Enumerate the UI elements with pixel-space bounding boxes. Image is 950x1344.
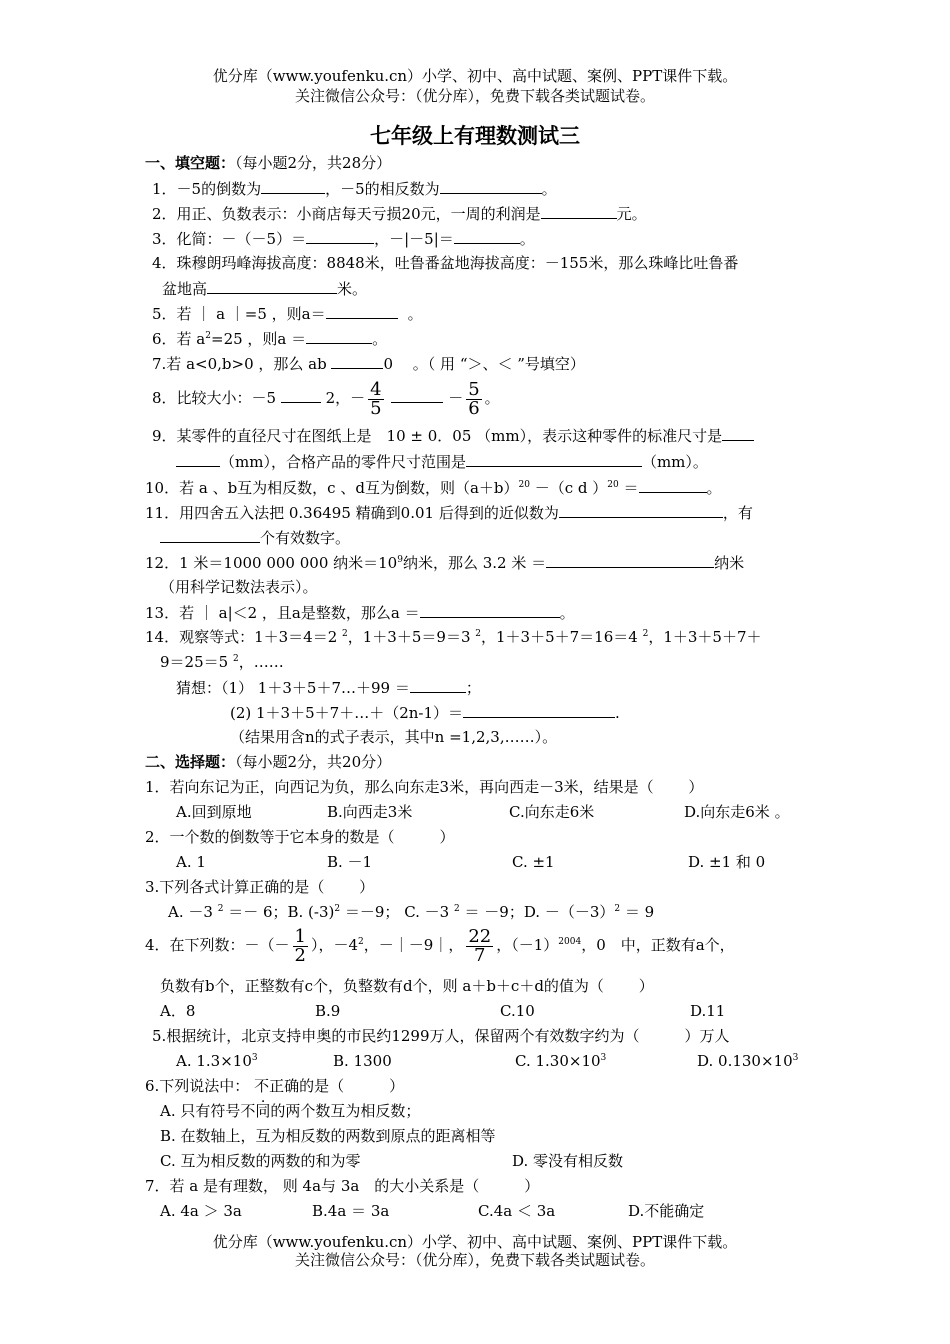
answer-blank: [454, 228, 520, 244]
question-9-cont: [176, 451, 708, 472]
answer-blank: [420, 602, 560, 618]
answer-blank: [546, 552, 714, 568]
fraction: [466, 378, 481, 419]
superscript: 2: [475, 629, 481, 639]
choice-7-option-a: A. 4a ＞ 3a: [160, 1202, 242, 1220]
choice-4-option-b: B.9: [315, 1002, 341, 1020]
q-text: 纳米: [714, 554, 745, 572]
q-text: ，1＋3＋5＋7＋: [648, 628, 762, 646]
answer-blank: [306, 228, 374, 244]
choice-1-option-d: D.向东走6米 。: [684, 803, 790, 821]
q-text: C. 1.30×10: [515, 1052, 601, 1070]
question-14-guess-2: [230, 702, 620, 723]
emphasis-text: 不: [254, 1077, 270, 1095]
superscript: 9: [397, 555, 403, 565]
choice-5-option-d: [697, 1051, 798, 1071]
denominator: 5: [370, 397, 382, 419]
q-text: ＝: [618, 479, 639, 497]
question-4-cont: [162, 278, 367, 299]
q-text: 3．化简：－（－5）＝: [152, 230, 307, 248]
answer-blank: [176, 451, 220, 467]
q-text: 9．某零件的直径尺寸在图纸上是 10 ± 0．05 （mm），表示这种零件的标准尺寸是: [152, 427, 723, 445]
answer-blank: [261, 178, 325, 194]
choice-4: [145, 922, 735, 968]
q-text: 。: [706, 479, 722, 497]
question-14-cont: [160, 652, 284, 672]
choice-7: 7．若 a 是有理数， 则 4a与 3a 的大小关系是（ ）: [145, 1177, 540, 1195]
choice-5-option-a: [176, 1051, 258, 1071]
denominator: 2: [294, 944, 306, 966]
q-text: D. 0.130×10: [697, 1052, 793, 1070]
choice-6-option-a: A. 只有符号不同的两个数互为相反数；: [160, 1102, 421, 1120]
question-4: [152, 253, 738, 273]
fraction: [368, 378, 383, 419]
superscript: 2: [342, 629, 348, 639]
question-2: [152, 203, 647, 224]
q-text: A. －3: [168, 903, 218, 921]
answer-blank: [281, 387, 321, 403]
answer-blank: [559, 502, 723, 518]
question-5: [152, 303, 423, 324]
superscript: 2004: [558, 937, 582, 947]
numerator: 1: [294, 925, 306, 947]
q-text: 纳米，那么 3.2 米 ＝: [402, 554, 547, 572]
answer-blank: [391, 387, 443, 403]
question-3: [152, 228, 535, 249]
q-text: 。: [372, 330, 388, 348]
question-10: [145, 477, 722, 498]
question-8: [152, 376, 500, 420]
superscript: 2: [205, 331, 211, 341]
choice-5: 5.根据统计，北京支持申奥的市民约1299万人，保留两个有效数字约为（ ）万人: [152, 1027, 730, 1045]
fraction: [466, 925, 493, 966]
q-text: ，－5的相反数为: [325, 180, 440, 198]
numerator: 4: [370, 378, 382, 400]
answer-blank: [410, 677, 466, 693]
q-text: 5．若 ｜ a ｜=5 ，则a＝: [152, 305, 326, 323]
question-1: [152, 178, 557, 199]
fraction: [293, 925, 308, 966]
q-text: ，……: [238, 653, 284, 671]
question-11-cont: [160, 527, 350, 548]
superscript: 2: [358, 937, 364, 947]
q-text: 盆地高: [162, 280, 208, 298]
q-text: ＝ 9: [620, 903, 655, 921]
q-text: 1．－5的倒数为: [152, 180, 262, 198]
q-text: 正确的是（ ）: [269, 1077, 405, 1095]
q-text: －（c d ）: [529, 479, 608, 497]
question-13: [145, 602, 575, 623]
q-text: ＝－ 6；B. (-3): [223, 903, 335, 921]
question-14: [145, 627, 762, 647]
choice-6-option-d: D. 零没有相反数: [512, 1152, 624, 1170]
header-line-1: 优分库（www.youfenku.cn）小学、初中、高中试题、案例、PPT课件下载。: [212, 67, 738, 85]
choice-3-options: [168, 902, 654, 922]
superscript: 20: [518, 480, 530, 490]
q-text: 元。: [616, 205, 647, 223]
q-text: A. 1.3×10: [176, 1052, 252, 1070]
section-label: 二、选择题：: [145, 753, 236, 771]
q-text: 13．若 ｜ a|＜2 ，且a是整数，那么a ＝: [145, 604, 420, 622]
q-text: 4．珠穆朗玛峰海拔高度：8848米，吐鲁番盆地海拔高度：－155米，那么珠峰比吐鲁番: [152, 254, 739, 272]
q-text: 。: [407, 305, 423, 323]
choice-2-option-a: A. 1: [176, 853, 206, 871]
question-7: [152, 353, 585, 374]
choice-4-option-d: D.11: [690, 1002, 726, 1020]
section-fill-in: [145, 153, 391, 173]
choice-1-option-b: B.向西走3米: [327, 803, 413, 821]
choice-4-cont: 负数有b个，正整数有c个，负整数有d个，则 a＋b＋c＋d的值为（ ）: [160, 977, 654, 995]
numerator: 22: [468, 925, 492, 947]
q-text: ，1＋3＋5＝9＝3: [347, 628, 476, 646]
choice-1: 1．若向东记为正，向西记为负，那么向东走3米，再向西走－3米，结果是（ ）: [145, 778, 704, 796]
page-title: 七年级上有理数测试三: [370, 123, 580, 148]
q-text: 11．用四舍五入法把 0.36495 精确到0.01 后得到的近似数为: [145, 504, 559, 522]
choice-5-option-b: B. 1300: [333, 1052, 392, 1070]
choice-6-option-b: B. 在数轴上，互为相反数的两数到原点的距离相等: [160, 1127, 496, 1145]
denominator: 6: [468, 397, 480, 419]
question-11: [145, 502, 753, 523]
answer-blank: [541, 203, 617, 219]
q-text: 6.下列说法中：: [145, 1077, 255, 1095]
answer-blank: [463, 702, 615, 718]
answer-blank: [160, 527, 260, 543]
section-note: （每小题2分，共20分）: [235, 753, 392, 771]
q-text: .: [615, 704, 620, 722]
q-text: 2．用正、负数表示：小商店每天亏损20元，一周的利润是: [152, 205, 541, 223]
answer-blank: [440, 178, 542, 194]
q-text: （mm），合格产品的零件尺寸范围是: [220, 453, 466, 471]
numerator: 5: [468, 378, 480, 400]
superscript: 3: [251, 1053, 258, 1063]
superscript: 2: [642, 629, 649, 639]
question-14-note: （结果用含n的式子表示，其中n =1,2,3,……）。: [230, 728, 558, 746]
answer-blank: [306, 328, 372, 344]
q-text: 6．若 a: [152, 330, 206, 348]
superscript: 20: [607, 480, 619, 490]
q-text: 14．观察等式：1＋3＝4＝2: [145, 628, 343, 646]
q-text: ，－｜－9｜，: [363, 936, 464, 954]
q-text: 。: [484, 389, 500, 407]
footer-line-1: 优分库（www.youfenku.cn）小学、初中、高中试题、案例、PPT课件下载。: [212, 1233, 738, 1251]
q-text: ，－|－5|＝: [374, 230, 454, 248]
q-text: ，1＋3＋5＋7＝16＝4: [481, 628, 643, 646]
q-text: ；: [465, 679, 481, 697]
q-text: =25 ，则a ＝: [211, 330, 307, 348]
q-text: ，（－1）: [496, 936, 559, 954]
section-multiple-choice: [145, 752, 391, 772]
choice-4-option-c: C.10: [500, 1002, 535, 1020]
choice-7-option-d: D.不能确定: [628, 1202, 705, 1220]
q-text: 7.若 a<0,b>0 ，那么 ab: [152, 355, 332, 373]
answer-blank: [722, 425, 754, 441]
superscript: 2: [454, 904, 460, 914]
choice-1-option-c: C.向东走6米: [509, 803, 595, 821]
answer-blank: [639, 477, 707, 493]
q-text: 。: [519, 230, 535, 248]
section-label: 一、填空题：: [145, 154, 236, 172]
superscript: 3: [600, 1053, 607, 1063]
q-text: 。: [541, 180, 557, 198]
question-12-cont: （用科学记数法表示）。: [160, 578, 318, 596]
denominator: 7: [474, 944, 486, 966]
choice-6: [145, 1076, 404, 1096]
q-text: ＝－9； C. －3: [340, 903, 454, 921]
section-note: （每小题2分，共28分）: [235, 154, 392, 172]
choice-2-option-c: C. ±1: [512, 853, 555, 871]
choice-3: 3.下列各式计算正确的是（ ）: [145, 878, 375, 896]
superscript: 2: [614, 904, 621, 914]
choice-6-option-c: C. 互为相反数的两数的和为零: [160, 1152, 361, 1170]
superscript: 2: [232, 654, 239, 664]
superscript: 3: [792, 1053, 799, 1063]
choice-4-option-a: A．8: [160, 1002, 196, 1020]
answer-blank: [466, 451, 642, 467]
header-line-2: 关注微信公众号：（优分库），免费下载各类试题试卷。: [294, 87, 655, 105]
choice-2-option-d: D. ±1 和 0: [688, 853, 766, 871]
q-text: 个有效数字。: [260, 529, 351, 547]
question-12: [145, 552, 744, 573]
choice-2: 2．一个数的倒数等于它本身的数是（ ）: [145, 828, 455, 846]
choice-1-option-a: A.回到原地: [176, 803, 252, 821]
q-text: －: [448, 389, 464, 407]
q-text: (2) 1＋3＋5＋7＋…＋（2n-1）＝: [230, 704, 464, 722]
question-6: [152, 328, 387, 349]
q-text: ，有: [722, 504, 753, 522]
q-text: 9＝25＝5: [160, 653, 233, 671]
q-text: 。: [559, 604, 575, 622]
q-text: 2，－: [320, 389, 366, 407]
answer-blank: [207, 278, 337, 294]
answer-blank: [326, 303, 398, 319]
q-text: ＝ －9；D. －（－3）: [459, 903, 615, 921]
q-text: 8．比较大小：－5: [152, 389, 281, 407]
q-text: ），－4: [311, 936, 359, 954]
q-text: 4．在下列数：－（－: [145, 936, 290, 954]
q-text: ，0 中，正数有a个，: [581, 936, 735, 954]
q-text: 12．1 米＝1000 000 000 纳米＝10: [145, 554, 398, 572]
choice-7-option-c: C.4a ＜ 3a: [478, 1202, 556, 1220]
q-text: （mm）。: [641, 453, 708, 471]
choice-2-option-b: B. －1: [327, 853, 373, 871]
q-text: 0 。（ 用 “＞、＜ ”号填空）: [383, 355, 585, 373]
q-text: 米。: [337, 280, 368, 298]
question-14-guess-1: [176, 677, 481, 698]
choice-7-option-b: B.4a ＝ 3a: [312, 1202, 390, 1220]
q-text: 10．若 a 、b互为相反数，c 、d互为倒数，则（a＋b）: [145, 479, 519, 497]
superscript: 2: [334, 904, 341, 914]
q-text: 猜想：（1） 1＋3＋5＋7…＋99 ＝: [176, 679, 410, 697]
choice-5-option-c: [515, 1051, 606, 1071]
superscript: 2: [217, 904, 224, 914]
question-9: [152, 425, 754, 446]
footer-line-2: 关注微信公众号：（优分库），免费下载各类试题试卷。: [294, 1251, 655, 1269]
answer-blank: [331, 353, 383, 369]
